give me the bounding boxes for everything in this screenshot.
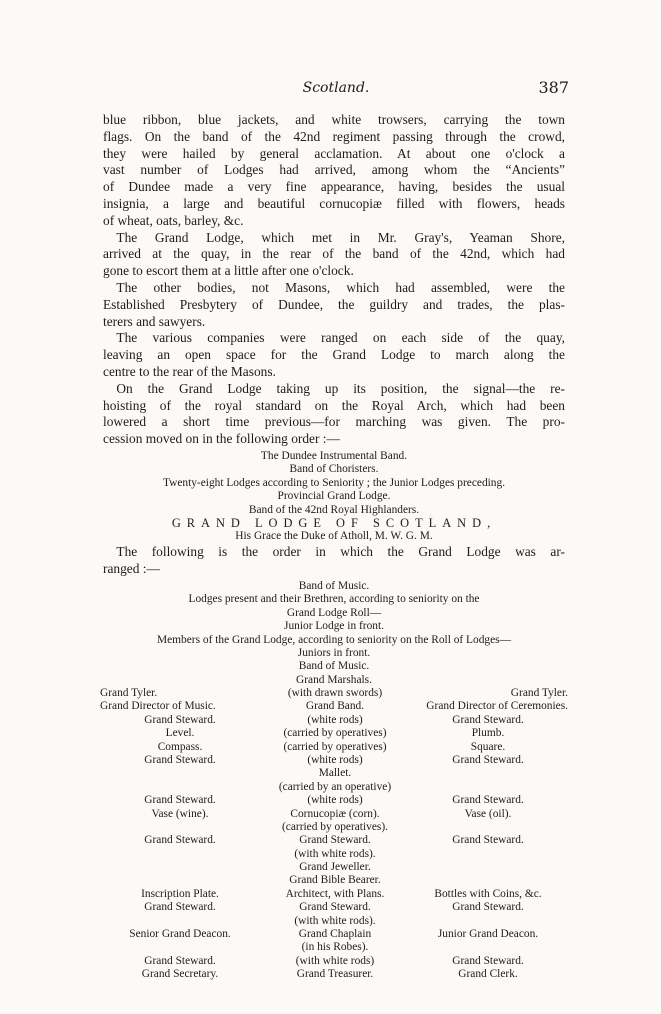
procession-row — [100, 727, 568, 740]
procession-row — [100, 808, 568, 821]
order-line: Junior Lodge in front. — [284, 620, 384, 633]
procession-middle: (in his Robes). — [301, 941, 369, 954]
text-line: The Grand Lodge, which met in Mr. Gray's, Yeaman Shore, — [103, 229, 565, 245]
procession-right: Grand Steward. — [452, 794, 524, 807]
procession-right: Grand Steward. — [452, 834, 524, 847]
procession-left: Senior Grand Deacon. — [129, 928, 231, 941]
text-line: terers and sawyers. — [103, 313, 206, 329]
procession-right: Plumb. — [471, 727, 505, 740]
text-line: hoisting of the royal standard on the Royal Arch, which had been — [103, 397, 565, 413]
text-line: The various companies were ranged on each side of the quay, — [103, 330, 565, 346]
procession-left: Compass. — [157, 740, 203, 753]
procession-left: Grand Steward. — [144, 794, 216, 807]
procession-left: Grand Steward. — [144, 753, 216, 766]
order-line: Band of the 42nd Royal Highlanders. — [248, 503, 420, 516]
text-line: gone to escort them at a little after one o'clock. — [103, 263, 354, 279]
text-line: arrived at the quay, in the rear of the band of the 42nd, which had — [103, 246, 565, 262]
procession-middle: Grand Treasurer. — [296, 968, 374, 981]
order-line: Grand Marshals. — [296, 673, 372, 686]
procession-left: Grand Steward. — [144, 713, 216, 726]
procession-row — [100, 928, 568, 941]
running-title: Scotland. — [302, 80, 370, 96]
text-line: vast number of Lodges had arrived, among whom the “Ancients” — [103, 162, 565, 178]
procession-right: Grand Tyler. — [510, 687, 568, 699]
procession-row — [100, 848, 568, 861]
procession-middle: Mallet. — [318, 767, 352, 780]
procession-middle: (with white rods). — [294, 847, 376, 860]
text-line: lowered a short time previous—for marching was given. The pro- — [103, 414, 565, 430]
procession-left: Grand Steward. — [144, 901, 216, 914]
text-line: of Dundee made a very fine appearance, having, besides the usual — [103, 179, 565, 195]
procession-right: Square. — [470, 740, 506, 753]
procession-right: Junior Grand Deacon. — [437, 928, 539, 941]
order-line: Band of Choristers. — [289, 463, 379, 476]
text-line: blue ribbon, blue jackets, and white trowsers, carrying the town — [103, 112, 565, 127]
text-line: centre to the rear of the Masons. — [103, 363, 276, 379]
first-order-list — [103, 450, 565, 544]
second-order-list — [103, 580, 565, 687]
page-number: 387 — [538, 78, 569, 97]
order-line: Members of the Grand Lodge, according to seniority on the Roll of Lodges— — [157, 633, 511, 646]
procession-right: Grand Director of Ceremonies. — [426, 700, 568, 713]
procession-row — [100, 794, 568, 807]
second-paragraph — [103, 544, 565, 578]
procession-table — [100, 687, 568, 982]
order-line: Band of Music. — [298, 660, 370, 673]
procession-left: Grand Steward. — [144, 954, 216, 967]
procession-left: Inscription Plate. — [141, 887, 219, 900]
body-paragraphs — [103, 112, 565, 448]
procession-row — [100, 915, 568, 928]
procession-left: Level. — [165, 727, 195, 740]
order-line: Grand Lodge Roll— — [286, 606, 382, 619]
procession-middle: (carried by operatives) — [283, 727, 387, 740]
procession-row — [100, 955, 568, 968]
procession-row — [100, 741, 568, 754]
order-line: Lodges present and their Brethren, according to seniority on the — [188, 593, 480, 606]
procession-middle: (carried by operatives). — [282, 820, 388, 833]
procession-middle: Grand Steward. — [299, 834, 371, 847]
procession-middle: (white rods) — [307, 713, 363, 726]
text-line: The following is the order in which the Grand Lodge was ar- — [103, 544, 565, 559]
procession-row — [100, 834, 568, 847]
procession-middle: (white rods) — [307, 794, 363, 807]
procession-row — [100, 888, 568, 901]
procession-left: Vase (wine). — [151, 807, 209, 820]
procession-row — [100, 687, 568, 700]
order-line: Twenty-eight Lodges according to Seniority ; the Junior Lodges preceding. — [162, 476, 506, 489]
text-line: leaving an open space for the Grand Lodge to march along the — [103, 347, 565, 363]
text-line: of wheat, oats, barley, &c. — [103, 212, 244, 228]
text-line: they were hailed by general acclamation. At about one o'clock a — [103, 145, 565, 161]
procession-right: Vase (oil). — [464, 807, 512, 820]
text-line: ranged :— — [103, 560, 160, 576]
order-line-grand-lodge: GRAND LODGE OF SCOTLAND, — [171, 515, 497, 530]
procession-middle: Architect, with Plans. — [285, 887, 385, 900]
order-line: Provincial Grand Lodge. — [277, 490, 391, 503]
text-line: insignia, a large and beautiful cornucopiæ filled with flowers, heads — [103, 195, 565, 211]
procession-middle: Cornucopiæ (corn). — [290, 807, 380, 820]
order-line: His Grace the Duke of Atholl, M. W. G. M. — [235, 530, 433, 543]
procession-right: Grand Steward. — [452, 713, 524, 726]
procession-middle: (white rods) — [307, 753, 363, 766]
procession-left: Grand Steward. — [144, 834, 216, 847]
procession-middle: Grand Steward. — [299, 901, 371, 914]
procession-row — [100, 968, 568, 981]
procession-right: Grand Clerk. — [458, 968, 518, 981]
procession-middle: Grand Band. — [305, 700, 365, 713]
text-line: On the Grand Lodge taking up its position, the signal—the re- — [103, 380, 565, 396]
text-line: cession moved on in the following order :— — [103, 431, 340, 447]
procession-row — [100, 700, 568, 713]
procession-row — [100, 714, 568, 727]
procession-middle: Grand Jeweller. — [299, 861, 371, 874]
text-line: flags. On the band of the 42nd regiment passing through the crowd, — [103, 128, 565, 144]
procession-row — [100, 754, 568, 767]
procession-middle: (with white rods). — [294, 914, 376, 927]
procession-row — [100, 861, 568, 874]
procession-middle: Grand Chaplain — [298, 928, 372, 941]
running-header — [103, 80, 569, 102]
procession-middle: Grand Bible Bearer. — [289, 874, 381, 887]
procession-left: Grand Director of Music. — [100, 700, 216, 713]
procession-middle: (with drawn swords) — [287, 687, 383, 699]
procession-row — [100, 767, 568, 780]
procession-row — [100, 874, 568, 887]
procession-right: Grand Steward. — [452, 901, 524, 914]
procession-row — [100, 941, 568, 954]
procession-row — [100, 781, 568, 794]
text-line: The other bodies, not Masons, which had assembled, were the — [103, 279, 565, 295]
order-line: Juniors in front. — [297, 646, 371, 659]
procession-middle: (with white rods) — [295, 954, 375, 967]
procession-right: Grand Steward. — [452, 954, 524, 967]
procession-right: Grand Steward. — [452, 753, 524, 766]
procession-row — [100, 821, 568, 834]
text-line: Established Presbytery of Dundee, the guildry and trades, the plas- — [103, 296, 565, 312]
procession-left: Grand Secretary. — [141, 968, 219, 981]
order-line: Band of Music. — [298, 580, 370, 592]
procession-middle: (carried by operatives) — [283, 740, 387, 753]
procession-row — [100, 901, 568, 914]
procession-right: Bottles with Coins, &c. — [434, 887, 542, 900]
order-line: The Dundee Instrumental Band. — [260, 450, 408, 462]
procession-middle: (carried by an operative) — [278, 780, 392, 793]
procession-left: Grand Tyler. — [100, 687, 158, 699]
